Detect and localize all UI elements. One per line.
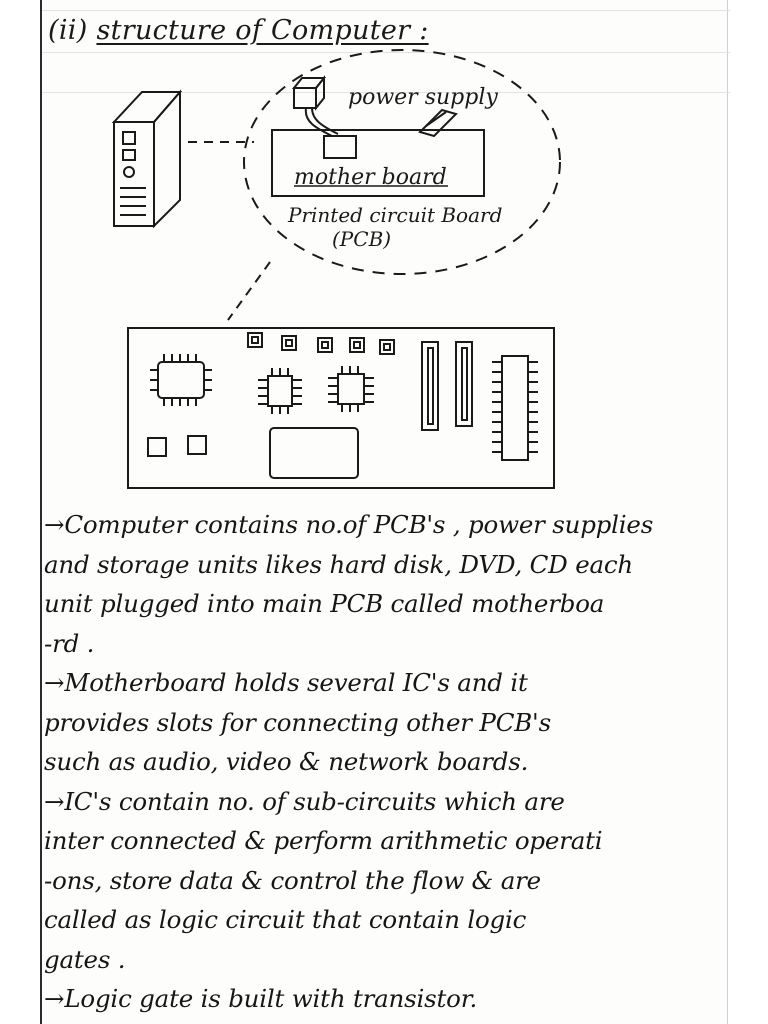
note-line: inter connected & perform arithmetic operati [44, 826, 603, 855]
note-line: -ons, store data & control the flow & are [44, 865, 541, 895]
section-number: (ii) [48, 15, 88, 46]
note-line: called as logic circuit that contain logic [44, 905, 527, 934]
note-line: unit plugged into main PCB called motherboa [44, 589, 605, 618]
note-line: →Logic gate is built with transistor. [44, 984, 478, 1013]
note-line: -rd . [44, 628, 95, 658]
note-line: such as audio, video & network boards. [44, 747, 529, 776]
computer-structure-diagram [42, 0, 730, 500]
notebook-page [40, 0, 728, 1024]
section-title: structure of Computer : [96, 15, 429, 46]
note-line: and storage units likes hard disk, DVD, CD each [44, 549, 634, 579]
mother-board-label: mother board [294, 165, 447, 190]
zoom-bubble [244, 50, 560, 274]
cabinet-icon [114, 92, 180, 226]
slot-card-icon [420, 110, 456, 136]
chip-outline [324, 136, 356, 158]
pcb-abbrev-label: (PCB) [332, 227, 392, 251]
pcb-label: Printed circuit Board [288, 203, 503, 227]
note-line: gates . [44, 944, 126, 974]
note-line: →Computer contains no.of PCB's , power supplies [44, 510, 654, 539]
pcb-enlarged [128, 328, 554, 488]
power-supply-icon [294, 78, 338, 136]
note-line: →IC's contain no. of sub-circuits which are [44, 786, 565, 816]
power-supply-label: power supply [348, 85, 498, 110]
note-line: provides slots for connecting other PCB's [44, 707, 551, 737]
connector-line-2 [228, 262, 270, 320]
notes-block [44, 505, 728, 1019]
note-line: →Motherboard holds several IC's and it [44, 668, 528, 697]
